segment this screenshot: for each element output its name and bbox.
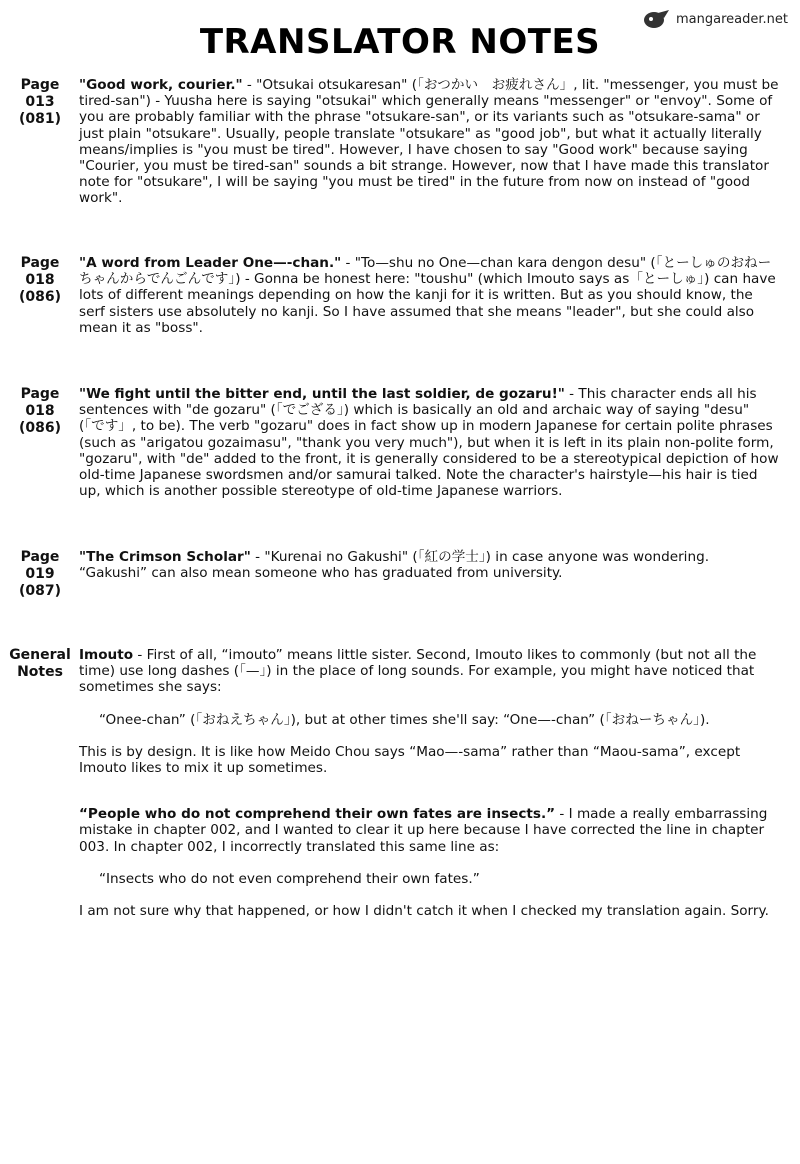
note-heading: "Good work, courier." <box>79 77 243 93</box>
watermark-text: mangareader.net <box>676 11 788 27</box>
note-heading: "A word from Leader One—-chan." <box>79 255 342 271</box>
note-body <box>79 255 779 336</box>
note-text: - "To—shu no One—chan kara dengon desu" (「とーしゅのおねーちゃんからでんごんです」) - Gonna be honest here: "toushu" (which Imouto says as「とーしゅ」) can have lots of different meanings depending on how the kanji for it is written. But as you should know, the serf sisters use absolutely no kanji. So I have assumed that she means "leader", but she could also mean it as "boss". <box>79 255 776 336</box>
note-body <box>79 386 779 499</box>
note-text: - "Otsukai otsukaresan" (「おつかい お疲れさん」, lit. "messenger, you must be tired-san") - Yuusha here is saying "otsukai" which generally means "messenger" or "envoy". Some of you are probably familiar with the phrase "otsukare-san", or its variants such as "otsukare-sama" or just plain "otsukare". Usually, people translate "otsukare" as "good job", but what it actually literally means/implies is "you must be tired". However, I have chosen to say "Good work" because saying "Courier, you must be tired-san" sounds a bit strange. However, now that I have made this translator note for "otsukare", I will be saying "you must be tired" in the future from now on instead of "good work". <box>79 77 779 207</box>
note-heading: Imouto <box>79 647 134 663</box>
page-title: TRANSLATOR NOTES <box>199 22 601 62</box>
general-label: General Notes <box>9 647 71 680</box>
page-label: Page 019 (087) <box>18 549 62 599</box>
page-label: Page 018 (086) <box>18 255 62 305</box>
note-text: - This character ends all his sentences with "de gozaru" (「でござる」) which is basically an old and archaic way of saying "desu" (「です」, to be). The verb "gozaru" does in fact show up in modern Japanese for certain polite phrases (such as "arigatou gozaimasu", "thank you very much"), but when it is left in its plain non-polite form, "gozaru", with "de" added to the front, it is generally considered to be a stereotypical depiction of how old-time Japanese swordsmen and/or samurai talked. Note the character's hairstyle—his hair is tied up, which is another possible stereotype of old-time Japanese warriors. <box>79 386 779 500</box>
note-text: This is by design. It is like how Meido Chou says “Mao—-sama” rather than “Maou-sama”, except Imouto likes to mix it up sometimes. <box>79 743 741 777</box>
note-body <box>79 77 779 207</box>
note-heading: "The Crimson Scholar" <box>79 549 251 565</box>
note-body <box>79 549 779 581</box>
page-label: Page 013 (081) <box>18 77 62 127</box>
general-body <box>79 647 779 919</box>
note-text: - First of all, “imouto” means little sister. Second, Imouto likes to commonly (but not all the time) use long dashes (「—」) in the place of long sounds. For example, you might have noticed that sometimes she says: <box>79 647 757 696</box>
note-text: - I made a really embarrassing mistake in chapter 002, and I wanted to clear it up here because I have corrected the line in chapter 003. In chapter 002, I incorrectly translated this same line as: <box>79 806 768 855</box>
note-text: - "Kurenai no Gakushi" (「紅の学士」) in case anyone was wondering. “Gakushi” can also mean someone who has graduated from university. <box>79 549 710 582</box>
quote: “Onee-chan” (「おねえちゃん」), but at other times she'll say: “One—-chan” (「おねーちゃん」). <box>99 711 710 728</box>
note-heading: "We fight until the bitter end, until the last soldier, de gozaru!" <box>79 386 565 402</box>
quote: “Insects who do not even comprehend their own fates.” <box>99 870 480 887</box>
note-heading: “People who do not comprehend their own fates are insects.” <box>79 806 556 823</box>
note-text: I am not sure why that happened, or how I didn't catch it when I checked my translation again. Sorry. <box>79 903 769 920</box>
page-label: Page 018 (086) <box>18 386 62 436</box>
